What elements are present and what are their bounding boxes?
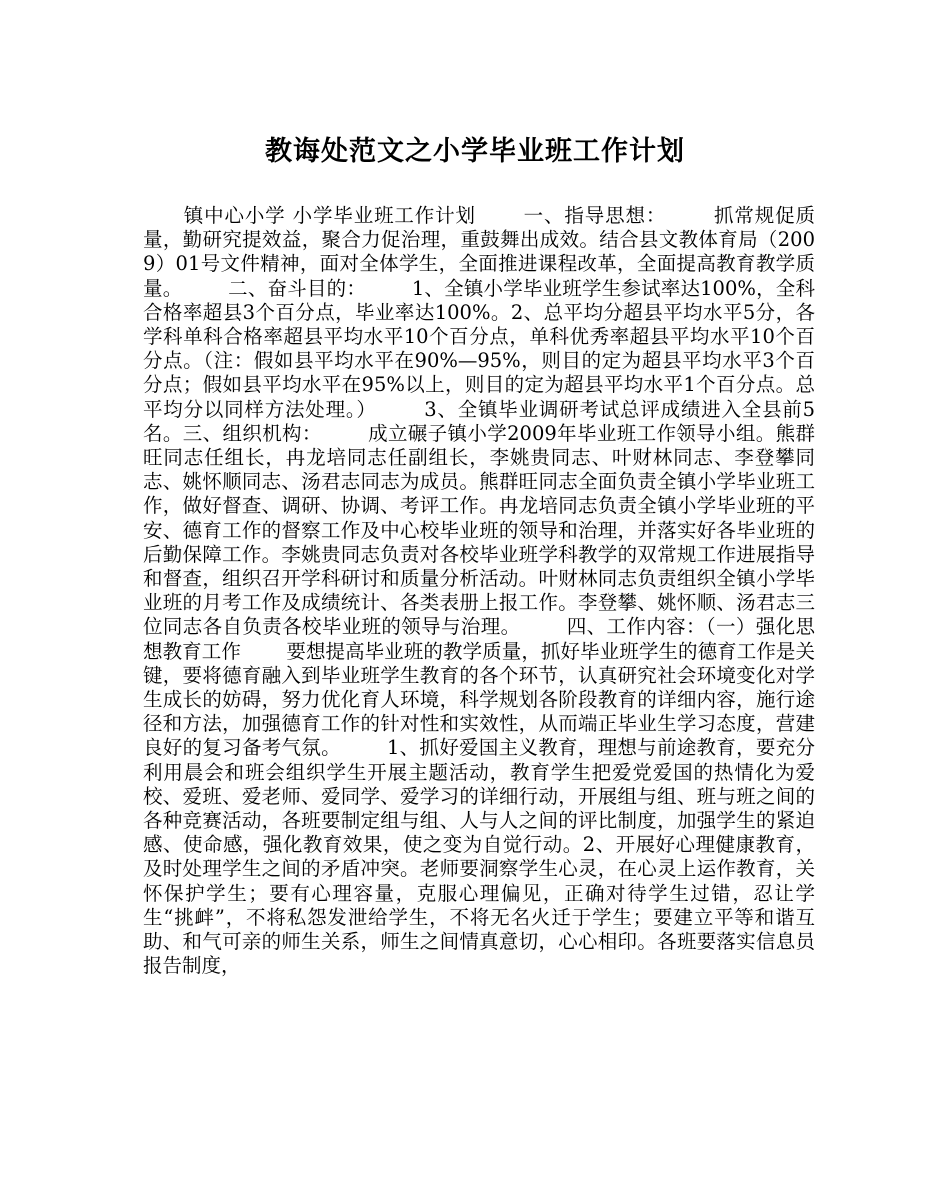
document-title: 教诲处范文之小学毕业班工作计划 [265,136,685,167]
document-body: 镇中心小学 小学毕业班工作计划 一、指导思想： 抓常规促质量，勤研究提效益，聚合力促治理，重鼓舞出成效。结合县文教体育局（2009）01号文件精神，面对全体学生，全面推进课程改革，全面提高教育教学质量。 二、奋斗目的： 1、全镇小学毕业班学生参试率达100%，全科合格率超县3个百分点，毕业率达100%。2、总平均分超县平均水平5分，各学科单科合格率超县平均水平10个百分点，单科优秀率超县平均水平10个百分点。（注：假如县平均水平在90%—95%，则目的定为超县平均水平3个百分点；假如县平均水平在95%以上，则目的定为超县平均水平1个百分点。总平均分以同样方法处理。） 3、全镇毕业调研考试总评成绩进入全县前5名。三、组织机构： 成立碾子镇小学2009年毕业班工作领导小组。熊群旺同志任组长，冉龙培同志任副组长，李姚贵同志、叶财林同志、李登攀同志、姚怀顺同志、汤君志同志为成员。熊群旺同志全面负责全镇小学毕业班工作，做好督查、调研、协调、考评工作。冉龙培同志负责全镇小学毕业班的平安、德育工作的督察工作及中心校毕业班的领导和治理，并落实好各毕业班的后勤保障工作。李姚贵同志负责对各校毕业班学科教学的双常规工作进展指导和督查，组织召开学科研讨和质量分析活动。叶财林同志负责组织全镇小学毕业班的月考工作及成绩统计、各类表册上报工作。李登攀、姚怀顺、汤君志三位同志各自负责各校毕业班的领导与治理。 四、工作内容：（一）强化思想教育工作 要想提高毕业班的教学质量，抓好毕业班学生的德育工作是关键，要将德育融入到毕业班学生教育的各个环节，认真研究社会环境变化对学生成长的妨碍，努力优化育人环境，科学规划各阶段教育的详细内容，施行途径和方法，加强德育工作的针对性和实效性，从而端正毕业生学习态度，营建良好的复习备考气氛。 1、抓好爱国主义教育，理想与前途教育，要充分利用晨会和班会组织学生开展主题活动，教育学生把爱党爱国的热情化为爱校、爱班、爱老师、爱同学、爱学习的详细行动，开展组与组、班与班之间的各种竞赛活动，各班要制定组与组、人与人之间的评比制度，加强学生的紧迫感、使命感，强化教育效果，使之变为自觉行动。2、开展好心理健康教育，及时处理学生之间的矛盾冲突。老师要洞察学生心灵，在心灵上运作教育，关怀保护学生；要有心理容量，克服心理偏见，正确对待学生过错，忍让学生“挑衅”，不将私怨发泄给学生，不将无名火迁于学生；要建立平等和谐互助、和气可亲的师生关系，师生之间情真意切，心心相印。各班要落实信息员报告制度， [143,204,815,978]
